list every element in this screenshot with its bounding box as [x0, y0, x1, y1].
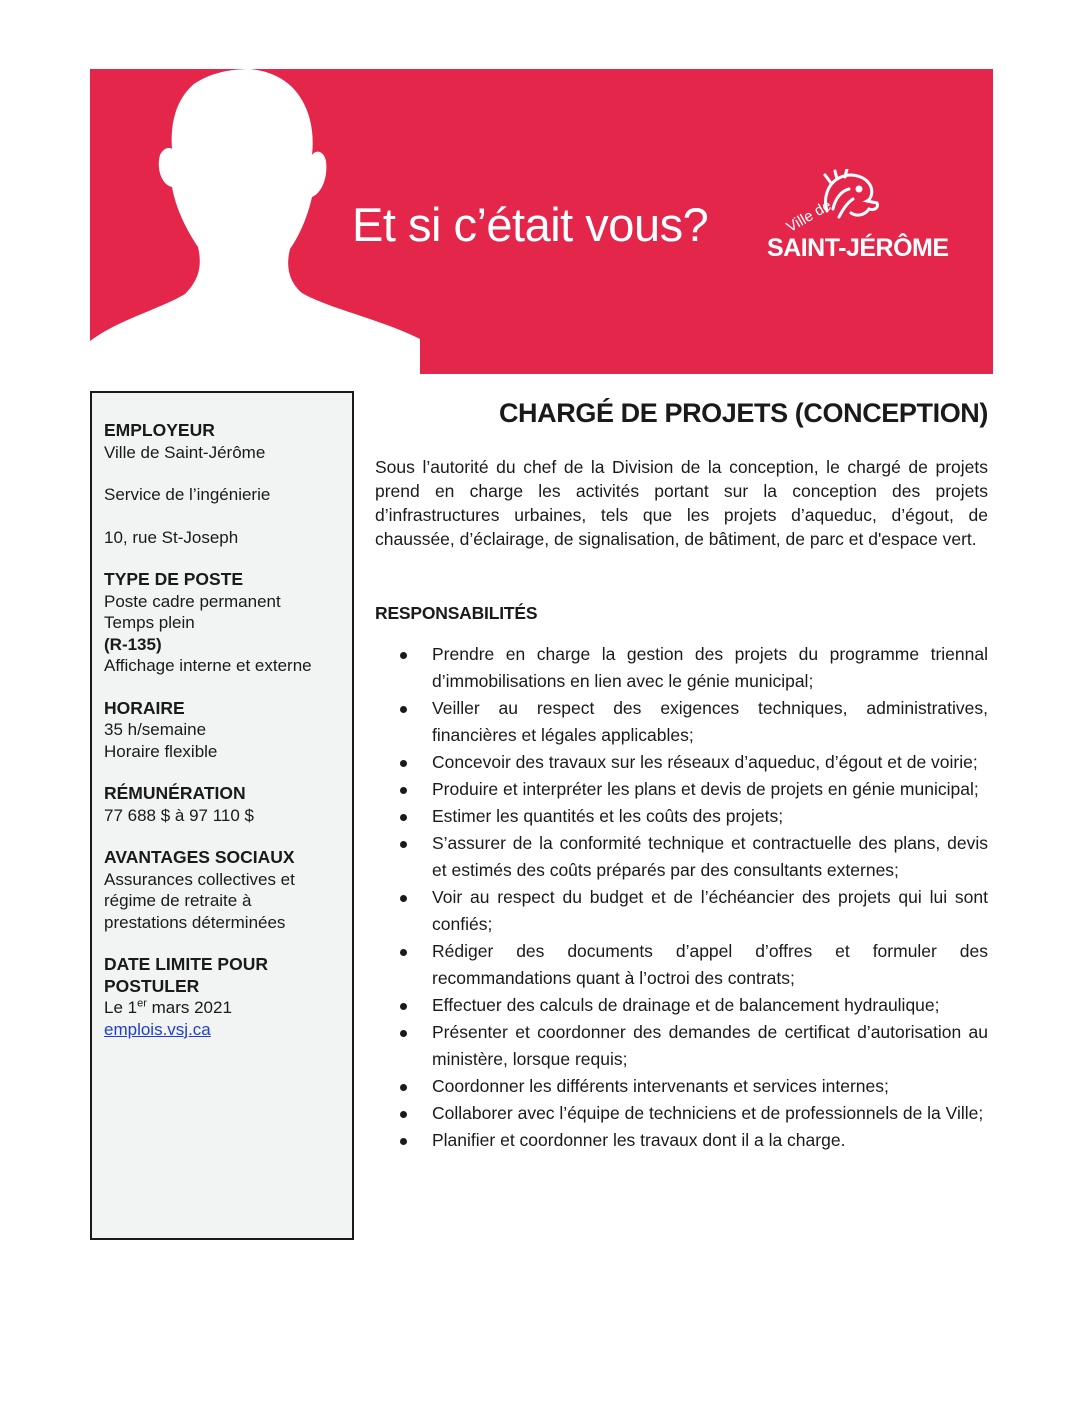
list-item-text: Voir au respect du budget et de l’échéancier des projets qui lui sont confiés;	[432, 887, 988, 934]
deadline-month-year: mars 2021	[146, 998, 232, 1017]
bullet-icon	[400, 706, 407, 713]
hours-weekly: 35 h/semaine	[104, 720, 207, 739]
list-item-text: Effectuer des calculs de drainage et de balancement hydraulique;	[432, 995, 940, 1015]
employer-service: Service de l’ingénierie	[104, 485, 271, 504]
logo-ville-label: Ville de	[783, 196, 835, 236]
job-title: CHARGÉ DE PROJETS (CONCEPTION)	[498, 398, 988, 428]
responsibilities-list	[375, 641, 988, 1154]
benefits-section	[104, 847, 342, 933]
header-banner	[90, 69, 993, 374]
position-schedule-line: Temps plein	[104, 613, 195, 632]
benefits-line: prestations déterminées	[104, 912, 286, 932]
job-intro: Sous l’autorité du chef de la Division de la conception, le chargé de projets prend en charge les activités portant sur la conception des projets d’infrastructures urbaines, tels que les projets d’aqueduc, d’égout, de chaussée, d’éclairage, de signalisation, de bâtiment, de parc et d'espace vert.	[375, 457, 988, 549]
employer-address: 10, rue St-Joseph	[104, 527, 239, 547]
deadline-heading: DATE LIMITE POUR	[104, 954, 268, 974]
deadline-ordinal: er	[137, 997, 147, 1010]
list-item	[375, 803, 988, 830]
list-item	[375, 776, 988, 803]
list-item-text: Coordonner les différents intervenants et services internes;	[432, 1076, 889, 1096]
list-item-text: Collaborer avec l’équipe de techniciens et de professionnels de la Ville;	[432, 1103, 984, 1123]
logo-city-name: SAINT-JÉRÔME	[767, 234, 949, 262]
list-item	[375, 1019, 988, 1073]
position-code: (R-135)	[104, 634, 162, 654]
hours-flexible: Horaire flexible	[104, 741, 218, 761]
hours-section	[104, 698, 342, 763]
job-description	[375, 398, 988, 1154]
list-item	[375, 695, 988, 749]
bullet-icon	[400, 949, 407, 956]
posting-scope: Affichage interne et externe	[104, 656, 312, 675]
bullet-icon	[400, 1138, 407, 1145]
saint-jerome-logo	[765, 169, 965, 269]
list-item-text: S’assurer de la conformité technique et contractuelle des plans, devis et estimés des coûts préparés par des consultants externes;	[432, 833, 988, 880]
list-item-text: Prendre en charge la gestion des projets du programme triennal d’immobilisations en lien avec le génie municipal;	[432, 644, 988, 691]
position-type-section	[104, 569, 342, 677]
list-item	[375, 1127, 988, 1154]
salary-range: 77 688 $ à 97 110 $	[104, 805, 254, 825]
bullet-icon	[400, 1003, 407, 1010]
responsibilities-heading: RESPONSABILITÉS	[375, 603, 538, 623]
bullet-icon	[400, 652, 407, 659]
bullet-icon	[400, 787, 407, 794]
salary-section	[104, 783, 342, 826]
employer-heading: EMPLOYEUR	[104, 420, 215, 440]
employer-section	[104, 420, 342, 548]
job-info-sidebar	[90, 391, 354, 1240]
bullet-icon	[400, 1084, 407, 1091]
list-item-text: Estimer les quantités et les coûts des projets;	[432, 806, 784, 826]
position-type-heading: TYPE DE POSTE	[104, 569, 244, 589]
bullet-icon	[400, 814, 407, 821]
list-item	[375, 749, 988, 776]
list-item	[375, 1100, 988, 1127]
jobs-site-link[interactable]: emplois.vsj.ca	[104, 1019, 211, 1039]
list-item	[375, 938, 988, 992]
list-item-text: Veiller au respect des exigences techniques, administratives, financières et légales applicables;	[432, 698, 988, 745]
list-item	[375, 830, 988, 884]
bullet-icon	[400, 1030, 407, 1037]
bullet-icon	[400, 841, 407, 848]
deadline-day: Le 1	[104, 998, 138, 1017]
bullet-icon	[400, 760, 407, 767]
benefits-line: Assurances collectives et	[104, 869, 295, 889]
position-type-line: Poste cadre permanent	[104, 591, 281, 611]
list-item	[375, 992, 988, 1019]
deadline-heading-cont: POSTULER	[104, 975, 200, 996]
bullet-icon	[400, 895, 407, 902]
list-item	[375, 641, 988, 695]
deadline-date	[104, 997, 342, 1019]
tagline: Et si c’était vous?	[352, 198, 709, 251]
list-item	[375, 1073, 988, 1100]
employer-name: Ville de Saint-Jérôme	[104, 442, 266, 462]
benefits-line: régime de retraite à	[104, 891, 252, 910]
benefits-heading: AVANTAGES SOCIAUX	[104, 847, 295, 867]
list-item-text: Planifier et coordonner les travaux dont il a la charge.	[432, 1130, 846, 1150]
list-item-text: Concevoir des travaux sur les réseaux d’aqueduc, d’égout et de voirie;	[432, 752, 978, 772]
bullet-icon	[400, 1111, 407, 1118]
hours-heading: HORAIRE	[104, 697, 185, 718]
salary-heading: RÉMUNÉRATION	[104, 783, 246, 803]
list-item-text: Présenter et coordonner des demandes de certificat d’autorisation au ministère, lorsque requis;	[432, 1022, 988, 1069]
deadline-section	[104, 954, 342, 1040]
list-item	[375, 884, 988, 938]
list-item-text: Rédiger des documents d’appel d’offres et formuler des recommandations quant à l’octroi des contrats;	[432, 941, 988, 988]
list-item-text: Produire et interpréter les plans et devis de projets en génie municipal;	[432, 779, 979, 799]
